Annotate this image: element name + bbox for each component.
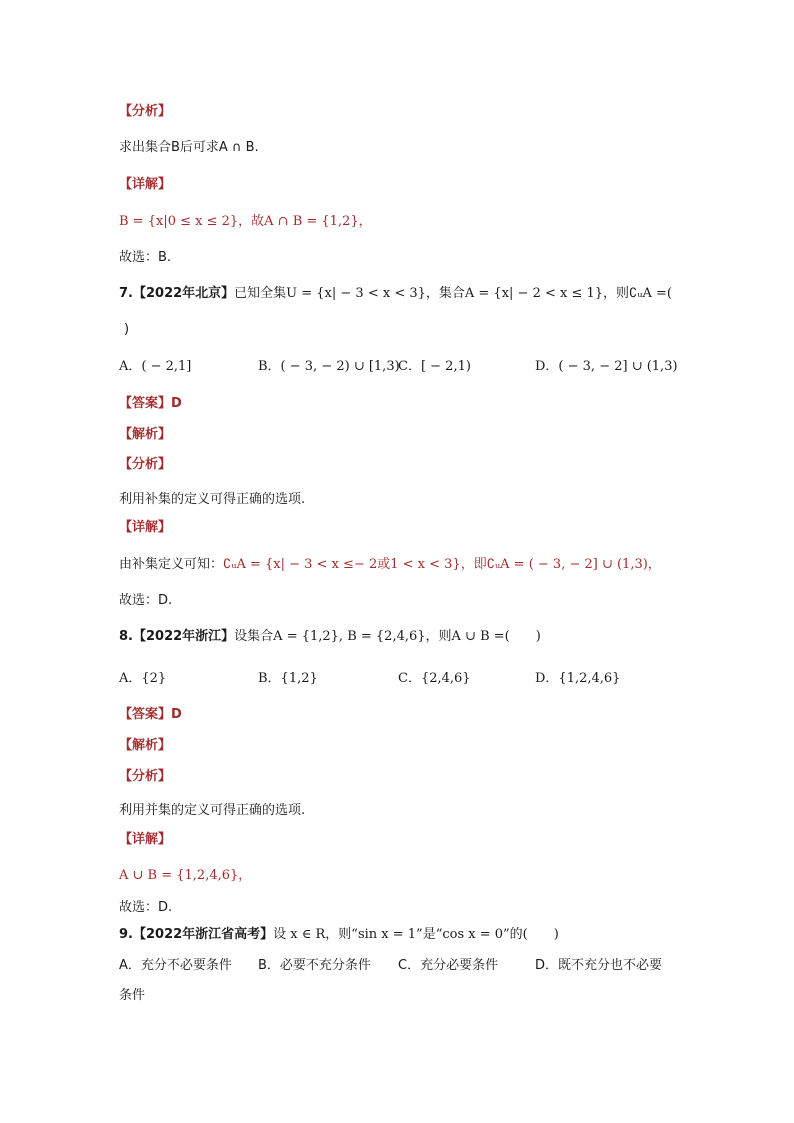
q7-stem-close: ) xyxy=(124,322,130,337)
q9-number: 9. xyxy=(119,927,133,942)
q6-detail-text: B = {x|0 ≤ x ≤ 2}，故A ∩ B = {1,2}， xyxy=(119,214,372,229)
q7-option-c: C．[ − 2,1) xyxy=(398,359,471,374)
q7-detail-heading: 【详解】 xyxy=(119,520,172,535)
q8-number: 8. xyxy=(119,629,133,644)
q7-stem xyxy=(119,285,672,303)
q7-solution-heading: 【解析】 xyxy=(119,427,172,442)
q6-analysis-text: 求出集合B后可求A ∩ B. xyxy=(119,140,259,155)
q7-source: 【2022年北京】 xyxy=(132,286,235,301)
q7-answer xyxy=(119,395,182,413)
q8-detail-text: A ∪ B = {1,2,4,6}， xyxy=(119,868,252,883)
q9-option-b: B．必要不充分条件 xyxy=(258,958,371,973)
q7-option-a: A．( − 2,1] xyxy=(119,359,192,374)
q8-analysis-heading: 【分析】 xyxy=(119,769,172,784)
q8-detail-heading: 【详解】 xyxy=(119,832,172,847)
q8-stem xyxy=(119,628,541,646)
q7-detail xyxy=(119,556,661,574)
q9-source: 【2022年浙江省高考】 xyxy=(132,927,274,942)
q9-option-c: C．充分必要条件 xyxy=(398,958,499,973)
q7-number: 7. xyxy=(119,286,133,301)
q7-stem-text: 已知全集U = {x| − 3 < x < 3}，集合A = {x| − 2 < x ≤ 1}，则∁ᵤA =( xyxy=(234,286,672,301)
q8-analysis-text: 利用并集的定义可得正确的选项. xyxy=(119,803,306,818)
q9-option-d: D．既不充分也不必要 xyxy=(535,958,663,973)
q7-option-b: B．( − 3, − 2) ∪ [1,3) xyxy=(258,359,400,374)
q8-answer-heading: 【答案】 xyxy=(119,707,172,722)
q6-analysis-heading: 【分析】 xyxy=(119,104,172,119)
q8-option-b: B．{1,2} xyxy=(258,671,318,686)
q7-detail-prefix: 由补集定义可知： xyxy=(119,557,224,572)
q8-option-a: A．{2} xyxy=(119,671,167,686)
q8-solution-heading: 【解析】 xyxy=(119,738,172,753)
q8-choice: 故选：D. xyxy=(119,900,173,915)
q8-option-d: D．{1,2,4,6} xyxy=(535,671,621,686)
q7-analysis-text: 利用补集的定义可得正确的选项. xyxy=(119,492,306,507)
q7-answer-value: D xyxy=(171,396,182,411)
q7-analysis-heading: 【分析】 xyxy=(119,457,172,472)
q6-detail-heading: 【详解】 xyxy=(119,177,172,192)
q8-answer xyxy=(119,706,182,724)
q7-choice: 故选：D. xyxy=(119,593,173,608)
q7-detail-text: ∁ᵤA = {x| − 3 < x ≤− 2或1 < x < 3}，即∁ᵤA = ( − 3, − 2] ∪ (1,3)， xyxy=(223,557,661,572)
q9-option-wrap: 条件 xyxy=(119,988,146,1003)
q7-answer-heading: 【答案】 xyxy=(119,396,172,411)
q9-option-a: A．充分不必要条件 xyxy=(119,958,232,973)
q8-answer-value: D xyxy=(171,707,182,722)
q6-choice: 故选：B. xyxy=(119,250,172,265)
q8-stem-text: 设集合A = {1,2}, B = {2,4,6}，则A ∪ B =( ) xyxy=(234,629,541,644)
q8-source: 【2022年浙江】 xyxy=(132,629,235,644)
q9-stem-text: 设 x ∈ R，则“sin x = 1”是“cos x = 0”的( ) xyxy=(273,927,559,942)
q7-option-d: D．( − 3, − 2] ∪ (1,3) xyxy=(535,359,678,374)
q9-stem xyxy=(119,926,559,944)
q8-option-c: C．{2,4,6} xyxy=(398,671,471,686)
